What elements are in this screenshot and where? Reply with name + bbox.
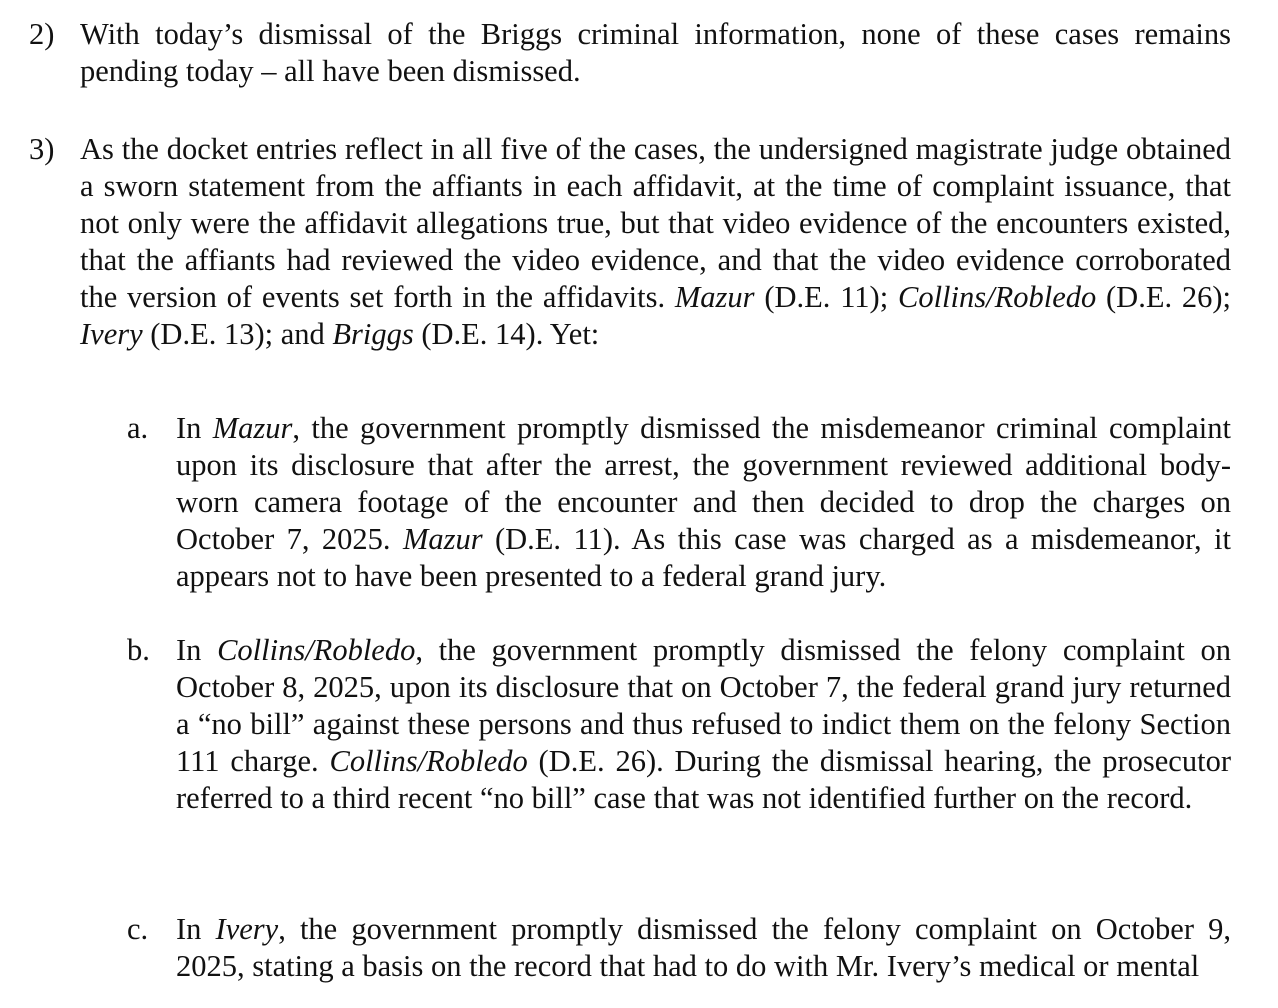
case-citation-name: Briggs <box>332 317 414 351</box>
subparagraph-a <box>127 410 1231 595</box>
case-citation-name: Collins/Robledo <box>897 280 1097 314</box>
case-citation-name: Mazur <box>674 280 755 314</box>
text-run: (D.E. 11). As this case was charged as a misdemeanor, it appears not to have been presented to a federal grand jury. <box>176 522 1231 593</box>
paragraph-3 <box>29 131 1231 353</box>
subparagraph-c <box>127 911 1231 985</box>
paragraph-text: With today’s dismissal of the Briggs criminal information, none of these cases remains pending today – all have been dismissed. <box>80 17 1231 88</box>
case-citation-name: Ivery <box>215 912 279 946</box>
docket-reference: (D.E. 14). Yet: <box>413 317 600 351</box>
text-run: In <box>176 411 213 445</box>
paragraph-body: As the docket entries reflect in all five of the cases, the undersigned magistrate judge obtained a sworn statement from the affiants in each affidavit, at the time of complaint issuance, that not only were the affidavit allegations true, but that video evidence of the encounters existed, that the affiants had reviewed the video evidence, and that the video evidence corroborated the version of events set forth in the affidavits. <box>80 132 1231 314</box>
docket-reference: (D.E. 13); and <box>142 317 333 351</box>
paragraph-text <box>80 131 1231 353</box>
text-run: In <box>176 633 218 667</box>
case-citation-name: Mazur <box>212 411 293 445</box>
text-run: (D.E. 26). During the dismissal hearing, the prosecutor referred to a third recent “no bill” case that was not identified further on the record. <box>176 744 1231 815</box>
case-citation-name: Ivery <box>80 317 143 351</box>
case-citation-name: Collins/Robledo <box>217 633 416 667</box>
text-run: In <box>176 912 216 946</box>
text-run: , the government promptly dismissed the felony complaint on October 9, 2025, stating a basis on the record that had to do with Mr. Ivery’s medical or mental <box>176 912 1231 983</box>
docket-reference: (D.E. 26); <box>1096 280 1232 314</box>
paragraph-number: 3) <box>29 132 55 166</box>
text-run: , the government promptly dismissed the felony complaint on October 8, 2025, upon its disclosure that on October 7, the federal grand jury returned a “no bill” against these persons and thus refused to indict them on the felony Section 111 charge. <box>176 633 1231 778</box>
case-citation-name: Mazur <box>402 522 483 556</box>
subparagraph-letter: a. <box>127 411 149 445</box>
subparagraph-text <box>176 632 1231 817</box>
subparagraph-text <box>176 911 1231 985</box>
text-run: , the government promptly dismissed the misdemeanor criminal complaint upon its disclosure that after the arrest, the government reviewed additional body-worn camera footage of the encounter and then decided to drop the charges on October 7, 2025. <box>176 411 1231 556</box>
paragraph-2 <box>29 16 1231 90</box>
subparagraph-letter: b. <box>127 633 150 667</box>
docket-reference: (D.E. 11); <box>754 280 898 314</box>
case-citation-name: Collins/Robledo <box>329 744 528 778</box>
subparagraph-b <box>127 632 1231 817</box>
subparagraph-letter: c. <box>127 912 149 946</box>
paragraph-number: 2) <box>29 17 55 51</box>
subparagraph-text <box>176 410 1231 595</box>
